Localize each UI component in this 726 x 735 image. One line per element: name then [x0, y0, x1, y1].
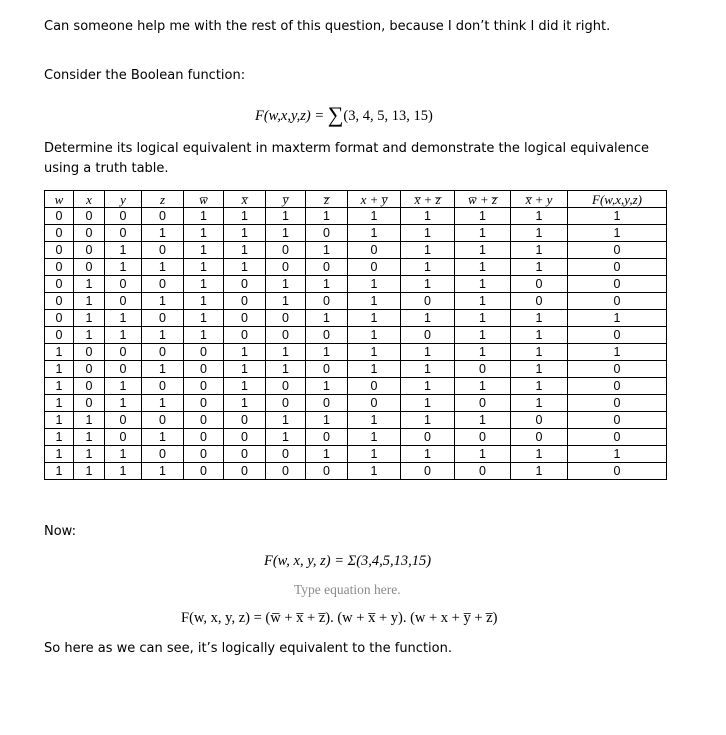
table-cell: 1 [455, 344, 511, 361]
table-cell: 1 [455, 276, 511, 293]
table-cell: 0 [511, 293, 568, 310]
table-cell: 1 [306, 446, 348, 463]
table-row [45, 293, 667, 310]
table-row [45, 242, 667, 259]
table-cell: 0 [455, 361, 511, 378]
table-cell: 0 [184, 412, 224, 429]
table-row [45, 344, 667, 361]
table-cell: 1 [224, 361, 266, 378]
equation-placeholder[interactable]: Type equation here. [294, 582, 401, 597]
table-cell: 1 [511, 361, 568, 378]
table-row [45, 412, 667, 429]
function-rhs: (3, 4, 5, 13, 15) [343, 108, 433, 124]
table-cell: 1 [568, 310, 667, 327]
table-cell: 0 [105, 293, 142, 310]
table-cell: 0 [142, 242, 184, 259]
table-cell: 1 [401, 208, 455, 225]
table-cell: 0 [74, 361, 105, 378]
table-cell: 0 [568, 327, 667, 344]
table-cell: 1 [105, 446, 142, 463]
table-cell: 1 [45, 361, 74, 378]
header-cell: w [45, 191, 74, 208]
table-row [45, 327, 667, 344]
table-cell: 1 [74, 310, 105, 327]
table-cell: 1 [74, 327, 105, 344]
table-cell: 0 [184, 463, 224, 480]
truth-table-header-row [45, 191, 667, 208]
table-row [45, 378, 667, 395]
table-cell: 1 [401, 225, 455, 242]
table-cell: 1 [306, 310, 348, 327]
table-cell: 1 [348, 208, 401, 225]
table-cell: 1 [184, 327, 224, 344]
table-cell: 1 [74, 276, 105, 293]
maxterm-equation: F(w, x, y, z) = (w̅ + x̅ + z̅). (w + x̅ + y). (w + x + y̅ + z̅) [181, 610, 498, 626]
table-cell: 1 [105, 242, 142, 259]
table-cell: 1 [348, 276, 401, 293]
table-cell: 0 [105, 429, 142, 446]
table-cell: 0 [266, 310, 306, 327]
truth-table [44, 190, 667, 480]
table-cell: 0 [568, 361, 667, 378]
table-cell: 1 [266, 293, 306, 310]
table-cell: 0 [306, 259, 348, 276]
table-cell: 0 [74, 242, 105, 259]
table-cell: 1 [184, 293, 224, 310]
table-cell: 0 [142, 276, 184, 293]
table-cell: 1 [184, 310, 224, 327]
table-cell: 0 [105, 361, 142, 378]
table-cell: 1 [511, 327, 568, 344]
table-cell: 1 [224, 395, 266, 412]
table-cell: 0 [45, 276, 74, 293]
table-cell: 0 [74, 259, 105, 276]
table-row [45, 225, 667, 242]
table-cell: 0 [348, 259, 401, 276]
table-cell: 0 [306, 361, 348, 378]
table-cell: 1 [401, 446, 455, 463]
table-cell: 1 [142, 463, 184, 480]
function-lhs: F(w,x,y,z) = [255, 108, 328, 124]
table-cell: 1 [224, 344, 266, 361]
table-cell: 1 [401, 412, 455, 429]
table-cell: 0 [74, 225, 105, 242]
consider-text: Consider the Boolean function: [44, 68, 246, 83]
table-cell: 0 [266, 378, 306, 395]
table-cell: 1 [401, 378, 455, 395]
table-cell: 0 [266, 395, 306, 412]
table-cell: 0 [455, 395, 511, 412]
table-cell: 0 [74, 344, 105, 361]
table-cell: 1 [74, 293, 105, 310]
table-cell: 1 [45, 412, 74, 429]
table-cell: 1 [184, 259, 224, 276]
table-cell: 1 [45, 378, 74, 395]
table-cell: 1 [266, 429, 306, 446]
table-cell: 1 [142, 395, 184, 412]
table-cell: 1 [266, 344, 306, 361]
table-cell: 0 [184, 378, 224, 395]
table-cell: 0 [401, 429, 455, 446]
table-cell: 0 [568, 259, 667, 276]
table-cell: 1 [401, 361, 455, 378]
table-row [45, 395, 667, 412]
table-cell: 1 [348, 412, 401, 429]
table-cell: 1 [511, 344, 568, 361]
table-cell: 0 [266, 463, 306, 480]
table-cell: 0 [401, 293, 455, 310]
table-cell: 1 [348, 310, 401, 327]
table-cell: 0 [74, 378, 105, 395]
table-cell: 0 [142, 344, 184, 361]
table-cell: 0 [105, 412, 142, 429]
table-row [45, 429, 667, 446]
table-cell: 0 [184, 395, 224, 412]
table-cell: 1 [306, 242, 348, 259]
table-cell: 0 [105, 344, 142, 361]
header-cell: x̅ + y [511, 191, 568, 208]
table-row [45, 361, 667, 378]
table-cell: 1 [348, 327, 401, 344]
table-cell: 0 [45, 208, 74, 225]
table-cell: 1 [401, 242, 455, 259]
table-cell: 1 [266, 225, 306, 242]
table-cell: 0 [74, 395, 105, 412]
table-cell: 0 [45, 310, 74, 327]
table-cell: 0 [184, 344, 224, 361]
table-cell: 0 [348, 378, 401, 395]
table-cell: 0 [266, 259, 306, 276]
table-cell: 1 [401, 276, 455, 293]
table-cell: 0 [224, 429, 266, 446]
sigma-symbol: ∑ [327, 102, 344, 127]
table-cell: 0 [306, 225, 348, 242]
table-cell: 1 [348, 429, 401, 446]
table-cell: 1 [455, 446, 511, 463]
table-cell: 1 [306, 378, 348, 395]
table-cell: 0 [45, 259, 74, 276]
table-row [45, 310, 667, 327]
table-cell: 1 [224, 378, 266, 395]
table-cell: 1 [455, 242, 511, 259]
header-cell: z [142, 191, 184, 208]
table-cell: 1 [511, 446, 568, 463]
table-cell: 1 [142, 429, 184, 446]
truth-table-body [45, 208, 667, 480]
conclusion-text: So here as we can see, it’s logically equivalent to the function. [44, 641, 452, 656]
table-cell: 1 [568, 208, 667, 225]
table-cell: 1 [511, 463, 568, 480]
table-cell: 0 [568, 395, 667, 412]
table-cell: 1 [455, 293, 511, 310]
table-row [45, 259, 667, 276]
table-cell: 1 [266, 208, 306, 225]
table-cell: 1 [142, 327, 184, 344]
table-cell: 0 [266, 446, 306, 463]
table-cell: 0 [142, 378, 184, 395]
table-cell: 0 [224, 276, 266, 293]
table-cell: 1 [142, 259, 184, 276]
table-cell: 1 [511, 242, 568, 259]
table-cell: 0 [142, 446, 184, 463]
table-cell: 0 [306, 327, 348, 344]
sum-equation: F(w, x, y, z) = Σ(3,4,5,13,15) [264, 553, 432, 569]
table-cell: 0 [266, 242, 306, 259]
table-cell: 1 [348, 463, 401, 480]
table-cell: 0 [105, 225, 142, 242]
table-cell: 1 [348, 344, 401, 361]
table-row [45, 208, 667, 225]
table-cell: 0 [224, 412, 266, 429]
table-cell: 1 [455, 412, 511, 429]
table-cell: 1 [348, 293, 401, 310]
intro-text: Can someone help me with the rest of this question, because I don’t think I did it right. [44, 19, 611, 34]
table-cell: 1 [142, 225, 184, 242]
header-cell: z̅ [306, 191, 348, 208]
table-cell: 1 [455, 378, 511, 395]
header-cell: x [74, 191, 105, 208]
table-cell: 1 [348, 225, 401, 242]
table-cell: 1 [266, 276, 306, 293]
table-cell: 0 [142, 412, 184, 429]
table-cell: 1 [224, 225, 266, 242]
now-label: Now: [44, 524, 76, 539]
table-cell: 0 [184, 446, 224, 463]
table-cell: 1 [45, 463, 74, 480]
table-cell: 0 [568, 242, 667, 259]
table-cell: 1 [105, 395, 142, 412]
table-cell: 1 [224, 242, 266, 259]
header-cell: F(w,x,y,z) [568, 191, 667, 208]
table-cell: 0 [184, 429, 224, 446]
table-cell: 1 [184, 225, 224, 242]
table-cell: 0 [568, 378, 667, 395]
table-cell: 1 [511, 225, 568, 242]
table-cell: 0 [224, 293, 266, 310]
table-cell: 0 [184, 361, 224, 378]
table-cell: 1 [45, 344, 74, 361]
table-cell: 1 [511, 259, 568, 276]
instruction-text: Determine its logical equivalent in maxterm format and demonstrate the logical equivalence using a truth table. [44, 141, 650, 176]
table-cell: 1 [266, 412, 306, 429]
header-cell: x + y̅ [348, 191, 401, 208]
table-cell: 0 [105, 208, 142, 225]
table-cell: 1 [401, 344, 455, 361]
header-cell: x̅ [224, 191, 266, 208]
table-cell: 1 [105, 259, 142, 276]
function-equation [255, 100, 433, 126]
table-cell: 0 [568, 429, 667, 446]
table-cell: 0 [224, 310, 266, 327]
table-cell: 1 [45, 429, 74, 446]
table-cell: 1 [184, 276, 224, 293]
table-cell: 0 [45, 327, 74, 344]
table-cell: 0 [266, 327, 306, 344]
table-cell: 1 [45, 395, 74, 412]
table-cell: 1 [455, 225, 511, 242]
table-row [45, 276, 667, 293]
table-cell: 0 [142, 208, 184, 225]
table-cell: 0 [45, 242, 74, 259]
table-cell: 0 [306, 395, 348, 412]
table-cell: 1 [105, 463, 142, 480]
table-cell: 1 [45, 446, 74, 463]
table-cell: 1 [455, 310, 511, 327]
table-cell: 0 [45, 293, 74, 310]
header-cell: w̅ [184, 191, 224, 208]
table-cell: 0 [568, 463, 667, 480]
table-cell: 1 [184, 242, 224, 259]
table-cell: 1 [455, 327, 511, 344]
table-cell: 0 [224, 446, 266, 463]
table-cell: 1 [74, 463, 105, 480]
table-cell: 1 [511, 378, 568, 395]
table-cell: 1 [105, 327, 142, 344]
table-cell: 1 [511, 395, 568, 412]
table-cell: 1 [74, 412, 105, 429]
table-cell: 1 [348, 446, 401, 463]
table-row [45, 463, 667, 480]
header-cell: w̅ + z̅ [455, 191, 511, 208]
table-cell: 1 [511, 310, 568, 327]
table-cell: 0 [142, 310, 184, 327]
table-cell: 0 [455, 463, 511, 480]
table-cell: 0 [511, 412, 568, 429]
table-cell: 1 [511, 208, 568, 225]
table-cell: 0 [348, 242, 401, 259]
table-cell: 0 [568, 412, 667, 429]
table-cell: 0 [306, 429, 348, 446]
table-cell: 0 [105, 276, 142, 293]
table-cell: 1 [105, 378, 142, 395]
table-cell: 1 [266, 361, 306, 378]
table-cell: 1 [74, 446, 105, 463]
table-cell: 1 [568, 446, 667, 463]
table-cell: 1 [142, 293, 184, 310]
table-cell: 0 [306, 463, 348, 480]
table-cell: 0 [455, 429, 511, 446]
table-cell: 0 [74, 208, 105, 225]
table-cell: 1 [306, 412, 348, 429]
table-cell: 1 [455, 259, 511, 276]
table-cell: 0 [224, 463, 266, 480]
table-cell: 0 [224, 327, 266, 344]
table-cell: 1 [306, 208, 348, 225]
table-cell: 1 [401, 395, 455, 412]
table-cell: 1 [142, 361, 184, 378]
table-cell: 1 [224, 259, 266, 276]
table-cell: 1 [401, 259, 455, 276]
table-cell: 0 [348, 395, 401, 412]
table-cell: 1 [401, 310, 455, 327]
table-cell: 0 [306, 293, 348, 310]
table-cell: 1 [306, 344, 348, 361]
table-cell: 0 [511, 429, 568, 446]
table-cell: 0 [568, 276, 667, 293]
table-cell: 1 [348, 361, 401, 378]
table-cell: 0 [401, 463, 455, 480]
table-cell: 0 [401, 327, 455, 344]
table-cell: 1 [568, 225, 667, 242]
table-cell: 1 [568, 344, 667, 361]
table-cell: 1 [455, 208, 511, 225]
header-cell: x̅ + z̅ [401, 191, 455, 208]
table-row [45, 446, 667, 463]
table-cell: 0 [568, 293, 667, 310]
table-cell: 1 [74, 429, 105, 446]
table-cell: 1 [224, 208, 266, 225]
table-cell: 1 [306, 276, 348, 293]
table-cell: 1 [184, 208, 224, 225]
table-cell: 0 [511, 276, 568, 293]
header-cell: y [105, 191, 142, 208]
header-cell: y̅ [266, 191, 306, 208]
table-cell: 0 [45, 225, 74, 242]
table-cell: 1 [105, 310, 142, 327]
